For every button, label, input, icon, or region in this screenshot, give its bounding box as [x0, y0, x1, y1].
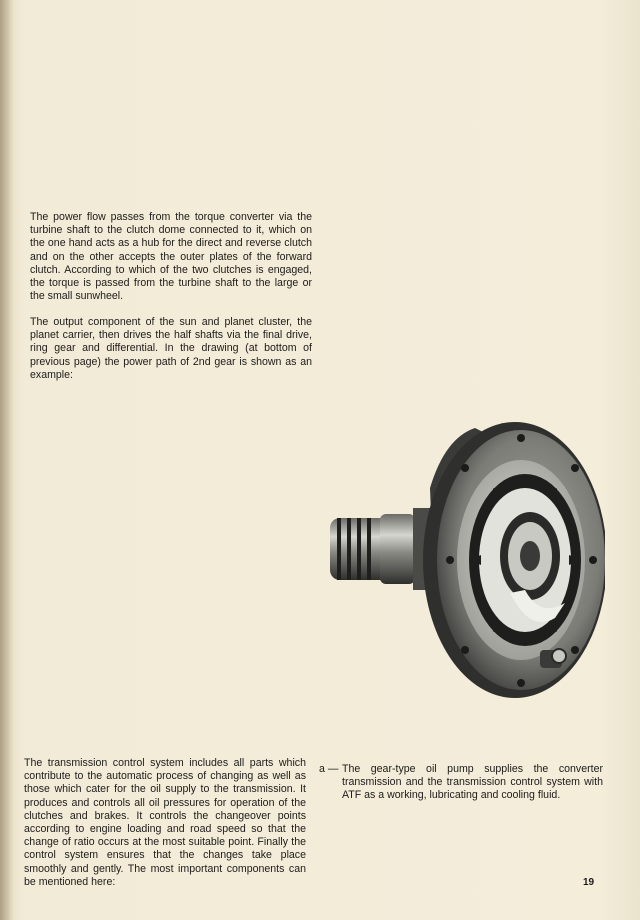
paragraph-power-flow: The power flow passes from the torque converter via the turbine shaft to the clutch dome connected to it, which on the one hand acts as a hub for the direct and reverse clutch and on the other accepts the outer plates of the forward clutch. According to which of the two clutches is engaged, the torque is passed from the turbine shaft to the large or the small sunwheel. — [30, 211, 312, 303]
paragraph-control-system: The transmission control system includes all parts which contribute to the automatic process of changing as well as those which cater for the oil supply to the transmission. It produces and controls all oil pressures for operation of the clutches and brakes. It controls the changeover points according to engine loading and road speed so that the change of ratio occurs at the most suitable point. Finally the control system ensures that the changes take place smoothly and gently. The most important components can be mentioned here: — [24, 757, 306, 888]
list-item-text: The gear-type oil pump supplies the converter transmission and the transmission control system with ATF as a working, lubricating and cooling fluid. — [342, 763, 603, 802]
binding-shadow — [0, 0, 14, 920]
list-item-a — [319, 763, 603, 803]
oil-pump-photo — [325, 418, 605, 703]
page-number: 19 — [583, 877, 595, 888]
paragraph-output-component: The output component of the sun and planet cluster, the planet carrier, then drives the half shafts via the final drive, ring gear and differential. In the drawing (at bottom of previous page) the power path of 2nd gear is shown as an example: — [30, 316, 312, 381]
list-marker: a — — [319, 763, 339, 775]
